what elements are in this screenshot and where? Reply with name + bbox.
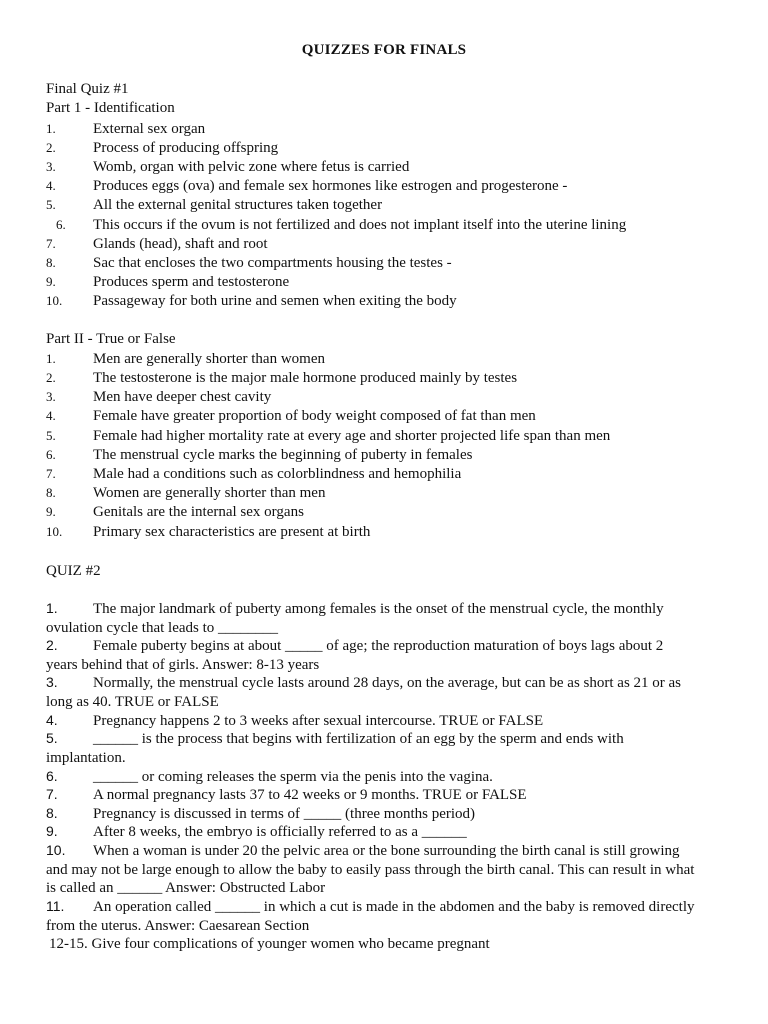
item-number: 11. — [46, 898, 65, 914]
part2-heading: Part II - True or False — [46, 331, 176, 347]
item-number: 5. — [46, 428, 56, 443]
item-text: Passageway for both urine and semen when exiting the body — [93, 293, 457, 309]
item-text: External sex organ — [93, 121, 206, 137]
item-text: Normally, the menstrual cycle lasts around 28 days, on the average, but can be as short as 21 or as long as 40. TRUE or FALSE — [46, 675, 682, 710]
item-number: 2. — [46, 637, 58, 653]
item-text: ______ is the process that begins with fertilization of an egg by the sperm and ends with implantation. — [46, 731, 624, 766]
item-number: 10. — [46, 524, 63, 539]
list-item — [46, 157, 409, 177]
item-number: 3. — [46, 159, 56, 174]
item-text: Men have deeper chest cavity — [93, 389, 272, 405]
item-text: Produces sperm and testosterone — [93, 274, 290, 290]
item-number: 5. — [46, 197, 56, 212]
item-number: 8. — [46, 255, 56, 270]
list-item — [46, 253, 452, 273]
list-item — [46, 426, 610, 446]
item-text: Process of producing offspring — [93, 140, 279, 156]
item-text: A normal pregnancy lasts 37 to 42 weeks or 9 months. TRUE or FALSE — [93, 787, 527, 803]
item-number: 10. — [46, 293, 63, 308]
item-text: Primary sex characteristics are present at birth — [93, 524, 371, 540]
question-item — [46, 804, 696, 824]
item-text: Womb, organ with pelvic zone where fetus is carried — [93, 159, 410, 175]
item-number: 3. — [46, 674, 58, 690]
item-number: 9. — [46, 274, 56, 289]
question-item — [46, 673, 696, 711]
item-number: 9. — [46, 504, 56, 519]
question-item — [46, 822, 696, 842]
item-text: The major landmark of puberty among females is the onset of the menstrual cycle, the monthly ovulation cycle that leads to ________ — [46, 601, 664, 636]
list-item — [46, 406, 536, 426]
item-number: 1. — [46, 600, 58, 616]
item-text: Produces eggs (ova) and female sex hormones like estrogen and progesterone - — [93, 178, 568, 194]
item-number: 9. — [46, 823, 58, 839]
item-text: After 8 weeks, the embryo is officially referred to as a ______ — [93, 824, 467, 840]
list-item — [46, 176, 567, 196]
item-text: Female have greater proportion of body weight composed of fat than men — [93, 408, 536, 424]
quiz1-heading: Final Quiz #1 — [46, 81, 129, 97]
list-item — [46, 502, 304, 522]
item-number: 2. — [46, 140, 56, 155]
item-text: Female puberty begins at about _____ of age; the reproduction maturation of boys lags about 2 years behind that of girls. Answer: 8-13 years — [46, 638, 664, 673]
item-text: Pregnancy is discussed in terms of _____ (three months period) — [93, 806, 476, 822]
list-item — [46, 483, 325, 503]
item-text: The menstrual cycle marks the beginning of puberty in females — [93, 447, 473, 463]
list-item — [46, 368, 517, 388]
item-number: 8. — [46, 485, 56, 500]
list-item — [46, 387, 271, 407]
item-number: 3. — [46, 389, 56, 404]
item-text: Genitals are the internal sex organs — [93, 504, 304, 520]
item-number: 7. — [46, 236, 56, 251]
item-number: 10. — [46, 842, 66, 858]
question-item — [46, 841, 696, 898]
item-number: 1. — [46, 121, 56, 136]
item-number: 1. — [46, 351, 56, 366]
list-item — [46, 215, 626, 235]
list-item — [46, 349, 325, 369]
question-item — [46, 897, 696, 935]
question-item — [46, 599, 696, 637]
item-text: Male had a conditions such as colorblindness and hemophilia — [93, 466, 462, 482]
item-text: Female had higher mortality rate at every age and shorter projected life span than men — [93, 428, 611, 444]
question-item — [46, 729, 696, 767]
item-text: Men are generally shorter than women — [93, 351, 325, 367]
item-number: 5. — [46, 730, 58, 746]
item-text: The testosterone is the major male hormone produced mainly by testes — [93, 370, 518, 386]
item-text: All the external genital structures taken together — [93, 197, 383, 213]
item-number: 4. — [46, 408, 56, 423]
page-title: QUIZZES FOR FINALS — [301, 42, 467, 58]
question-item — [46, 767, 696, 787]
list-item — [46, 272, 289, 292]
item-text: When a woman is under 20 the pelvic area or the bone surrounding the birth canal is still growing and may not be large enough to allow the baby to easily pass through the birth canal. This can result in what is called an ______ Answer: Obstructed Labor — [46, 843, 695, 897]
item-text: Glands (head), shaft and root — [93, 236, 268, 252]
list-item — [46, 119, 205, 139]
item-number: 8. — [46, 805, 58, 821]
list-item — [46, 195, 382, 215]
list-item — [46, 291, 457, 311]
list-item — [46, 522, 370, 542]
item-text: Women are generally shorter than men — [93, 485, 326, 501]
item-number: 6. — [56, 217, 66, 232]
question-item — [46, 711, 696, 731]
item-text: Sac that encloses the two compartments housing the testes - — [93, 255, 452, 271]
item-text: This occurs if the ovum is not fertilized and does not implant itself into the uterine lining — [93, 217, 627, 233]
item-number: 4. — [46, 178, 56, 193]
item-number: 7. — [46, 786, 58, 802]
question-item — [46, 785, 696, 805]
list-item — [46, 138, 278, 158]
final-question: 12-15. Give four complications of younger women who became pregnant — [49, 936, 490, 952]
item-number: 2. — [46, 370, 56, 385]
item-text: An operation called ______ in which a cut is made in the abdomen and the baby is removed directly from the uterus. Answer: Caesarean Section — [46, 899, 695, 934]
list-item — [46, 445, 472, 465]
item-number: 6. — [46, 768, 58, 784]
item-text: ______ or coming releases the sperm via the penis into the vagina. — [93, 769, 493, 785]
item-number: 6. — [46, 447, 56, 462]
list-item — [46, 464, 461, 484]
item-number: 4. — [46, 712, 58, 728]
item-number: 7. — [46, 466, 56, 481]
question-item — [46, 636, 696, 674]
part1-heading: Part 1 - Identification — [46, 100, 175, 116]
item-text: Pregnancy happens 2 to 3 weeks after sexual intercourse. TRUE or FALSE — [93, 713, 544, 729]
list-item — [46, 234, 268, 254]
quiz2-heading: QUIZ #2 — [46, 563, 101, 579]
